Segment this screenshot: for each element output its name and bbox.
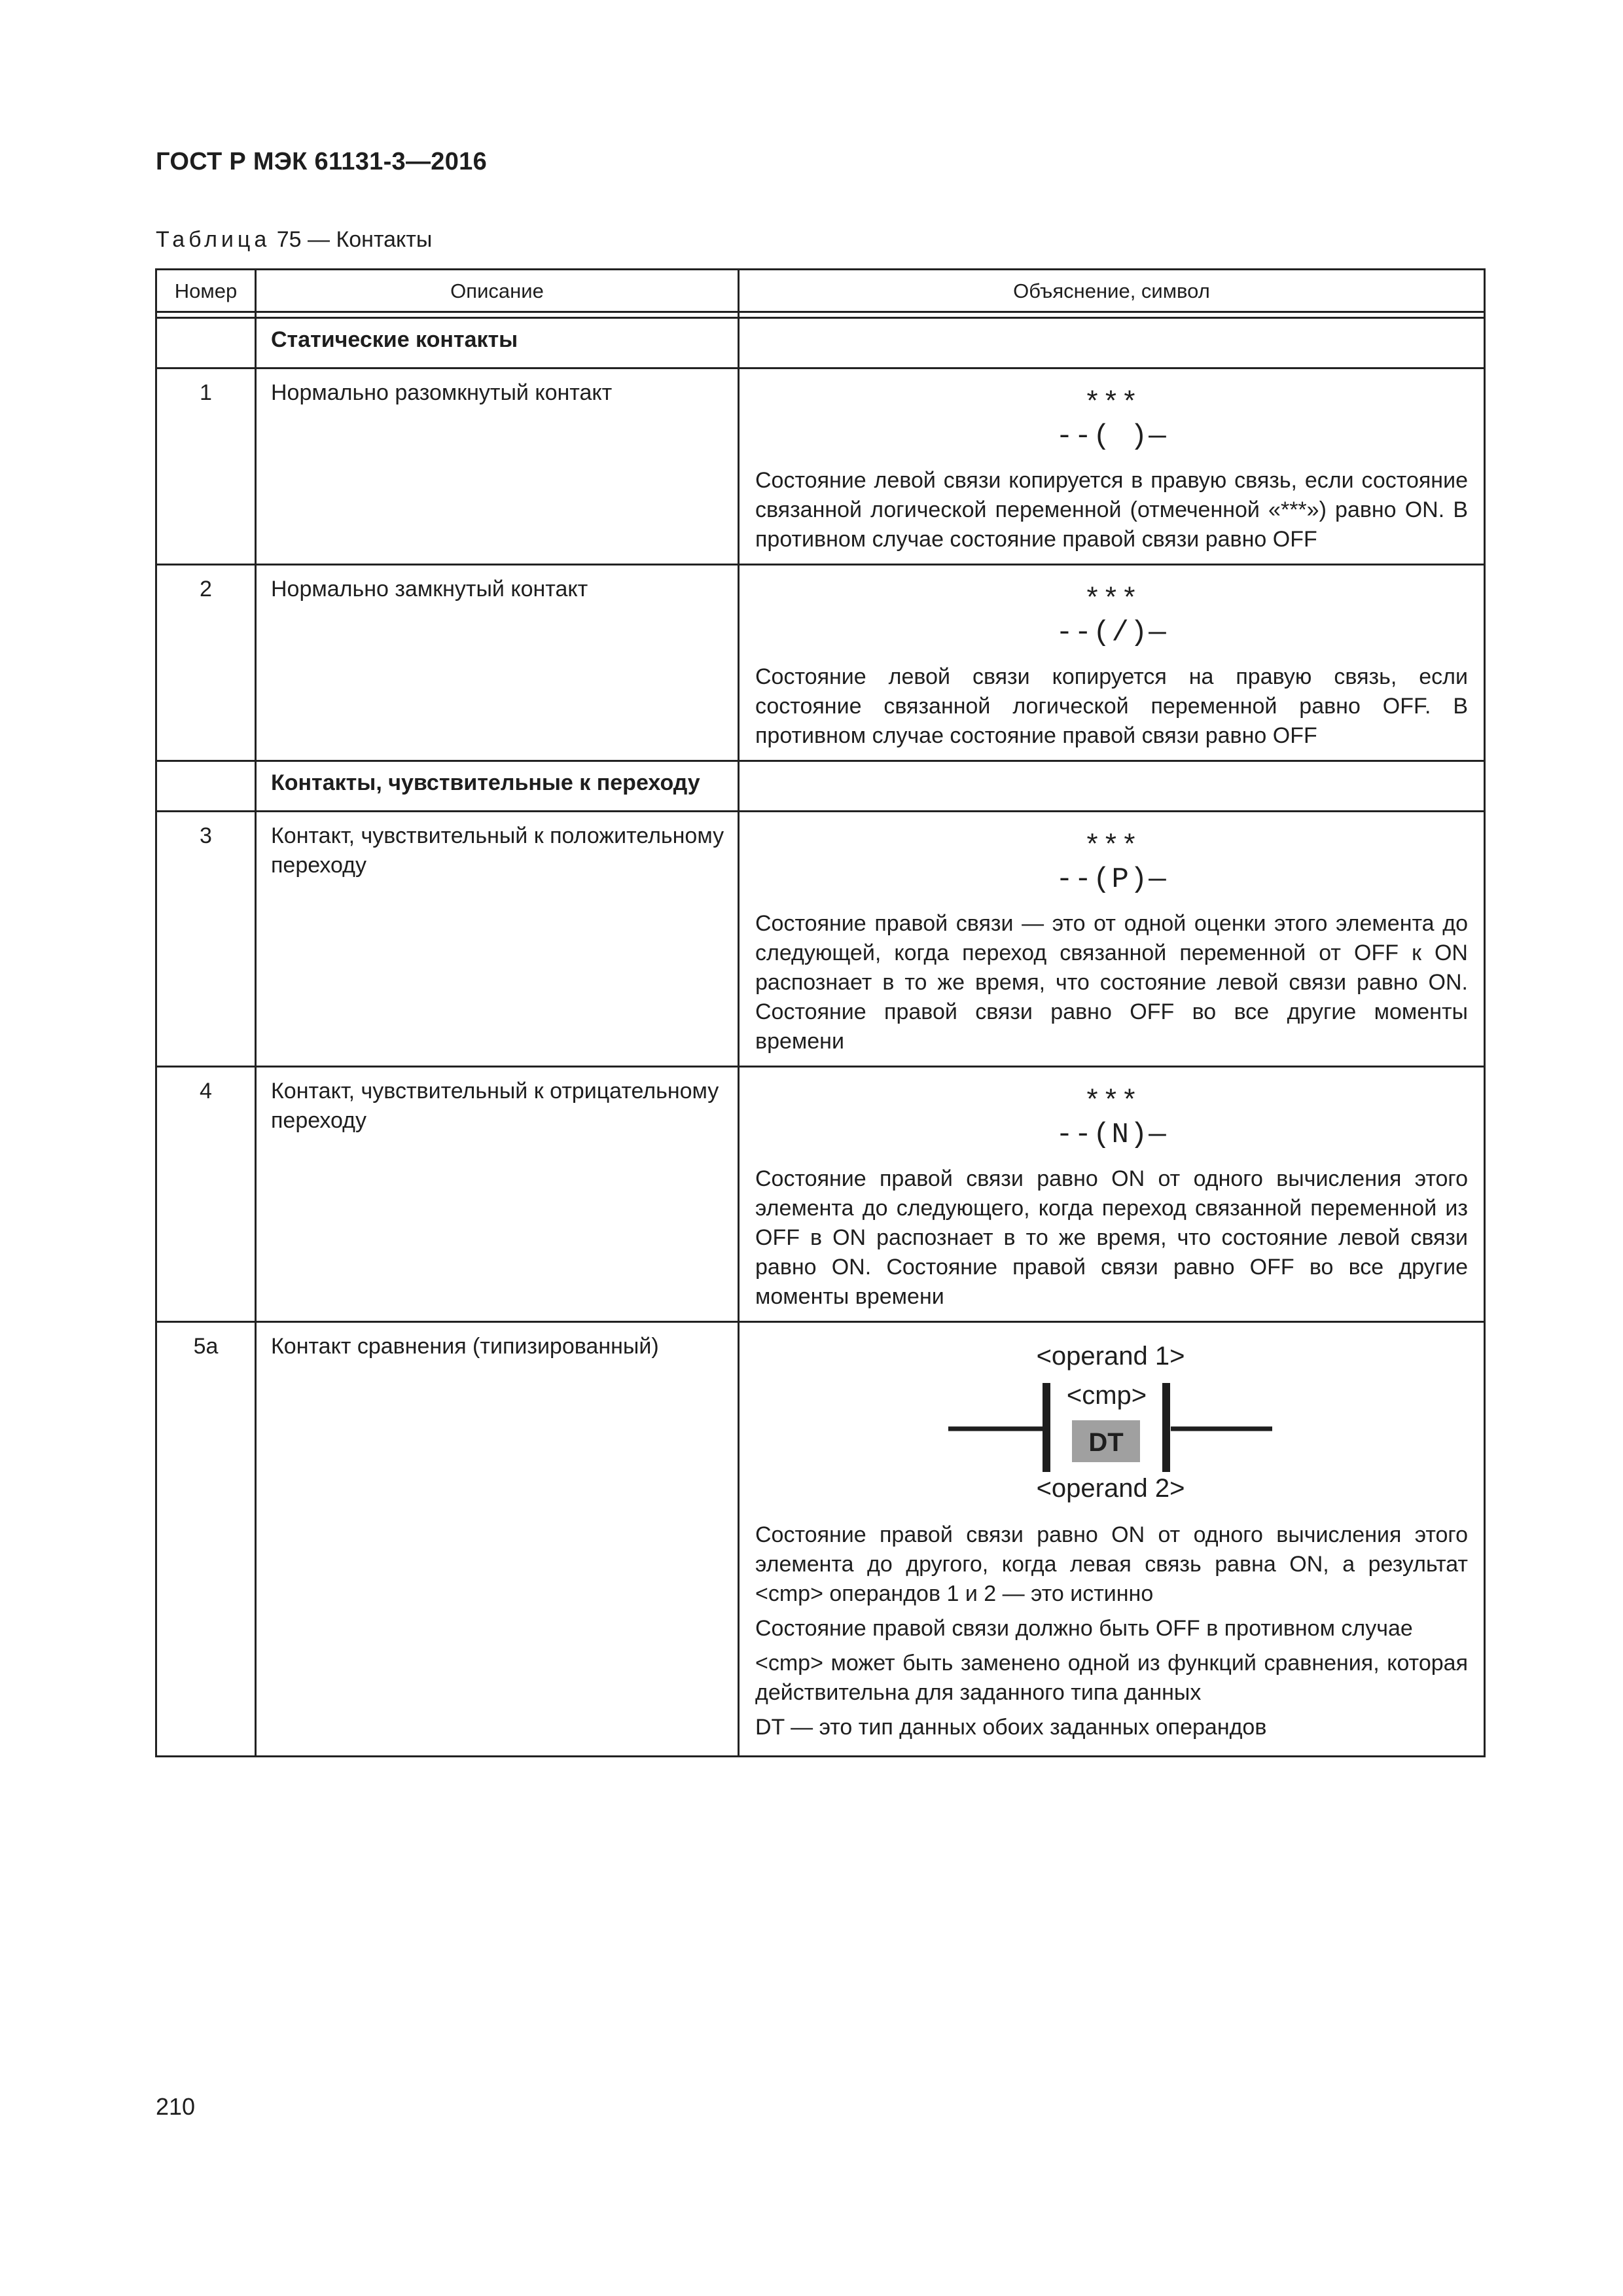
- header-explanation: Объяснение, символ: [739, 270, 1485, 312]
- row-description: Контакт, чувствительный к положительному переходу: [256, 812, 739, 1067]
- row-number: 5a: [156, 1322, 256, 1757]
- explanation-text: Состояние правой связи — это от одной оценки этого элемента до следующей, когда переход связанной переменной от OFF к ON распознает в то же время, что состояние левой связи равно ON. Состояние правой связи равно OFF во все другие моменты времени: [755, 911, 1468, 1054]
- contact-symbol: *** --( )—: [1056, 387, 1168, 453]
- contacts-table: [155, 268, 1486, 1757]
- row-description: Нормально замкнутый контакт: [256, 565, 739, 761]
- table-row: [156, 565, 1485, 761]
- table-caption: [156, 227, 432, 253]
- cmp-label: <cmp>: [1066, 1381, 1147, 1410]
- explanation-paragraph: DT — это тип данных обоих заданных операндов: [755, 1715, 1267, 1740]
- section-title-static: Статические контакты: [256, 318, 739, 368]
- header-number: Номер: [156, 270, 256, 312]
- row-explanation: [739, 565, 1485, 761]
- operand1-label: <operand 1>: [1036, 1342, 1185, 1371]
- explanation-paragraph: Состояние правой связи должно быть OFF в противном случае: [755, 1616, 1413, 1641]
- row-number: 3: [156, 812, 256, 1067]
- row-description: Нормально разомкнутый контакт: [256, 368, 739, 565]
- explanation-text: Состояние левой связи копируется на правую связь, если состояние связанной логической переменной равно OFF. В противном случае состояние правой связи равно OFF: [755, 664, 1468, 748]
- contact-symbol: *** --(N)—: [1056, 1086, 1168, 1151]
- section-title-transition: Контакты, чувствительные к переходу: [256, 761, 739, 812]
- row-description: Контакт, чувствительный к отрицательному переходу: [256, 1067, 739, 1322]
- caption-rest: 75 — Контакты: [270, 227, 433, 252]
- row-number: 1: [156, 368, 256, 565]
- operand2-label: <operand 2>: [1036, 1474, 1185, 1503]
- comparison-contact-diagram: [942, 1338, 1282, 1509]
- table-row: [156, 1067, 1485, 1322]
- explanation-paragraph: <cmp> может быть заменено одной из функций сравнения, которая действительна для заданного типа данных: [755, 1651, 1468, 1705]
- table-row: [156, 812, 1485, 1067]
- row-number: 4: [156, 1067, 256, 1322]
- explanation-paragraph: Состояние правой связи равно ON от одного вычисления этого элемента до другого, когда левая связь равна ON, а результат <cmp> операндов 1 и 2 — это истинно: [755, 1522, 1468, 1606]
- explanation-text: Состояние правой связи равно ON от одного вычисления этого элемента до следующего, когда переход связанной переменной из OFF в ON распознает в то же время, что состояние левой связи равно ON. Состояние правой связи равно OFF во все другие моменты времени: [755, 1166, 1468, 1309]
- dt-label: DT: [1088, 1428, 1124, 1457]
- header-description: Описание: [256, 270, 739, 312]
- contact-symbol: *** --(P)—: [1056, 831, 1168, 896]
- explanation-text: Состояние левой связи копируется в правую связь, если состояние связанной логической переменной (отмеченной «***») равно ON. В противном случае состояние правой связи равно OFF: [755, 468, 1468, 552]
- caption-word: Таблица: [156, 227, 271, 252]
- table-row: [156, 1322, 1485, 1757]
- table-row: [156, 368, 1485, 565]
- header-gap: [156, 312, 1485, 318]
- row-explanation: [739, 812, 1485, 1067]
- contact-symbol: *** --(/)—: [1056, 584, 1168, 649]
- row-explanation: [739, 1322, 1485, 1757]
- row-number: 2: [156, 565, 256, 761]
- document-standard-title: ГОСТ Р МЭК 61131-3—2016: [156, 148, 488, 175]
- section-row-static: [156, 318, 1485, 368]
- row-explanation: [739, 1067, 1485, 1322]
- page-number: 210: [156, 2093, 196, 2120]
- table-header-row: [156, 270, 1485, 312]
- row-description: Контакт сравнения (типизированный): [256, 1322, 739, 1757]
- section-row-transition: [156, 761, 1485, 812]
- row-explanation: [739, 368, 1485, 565]
